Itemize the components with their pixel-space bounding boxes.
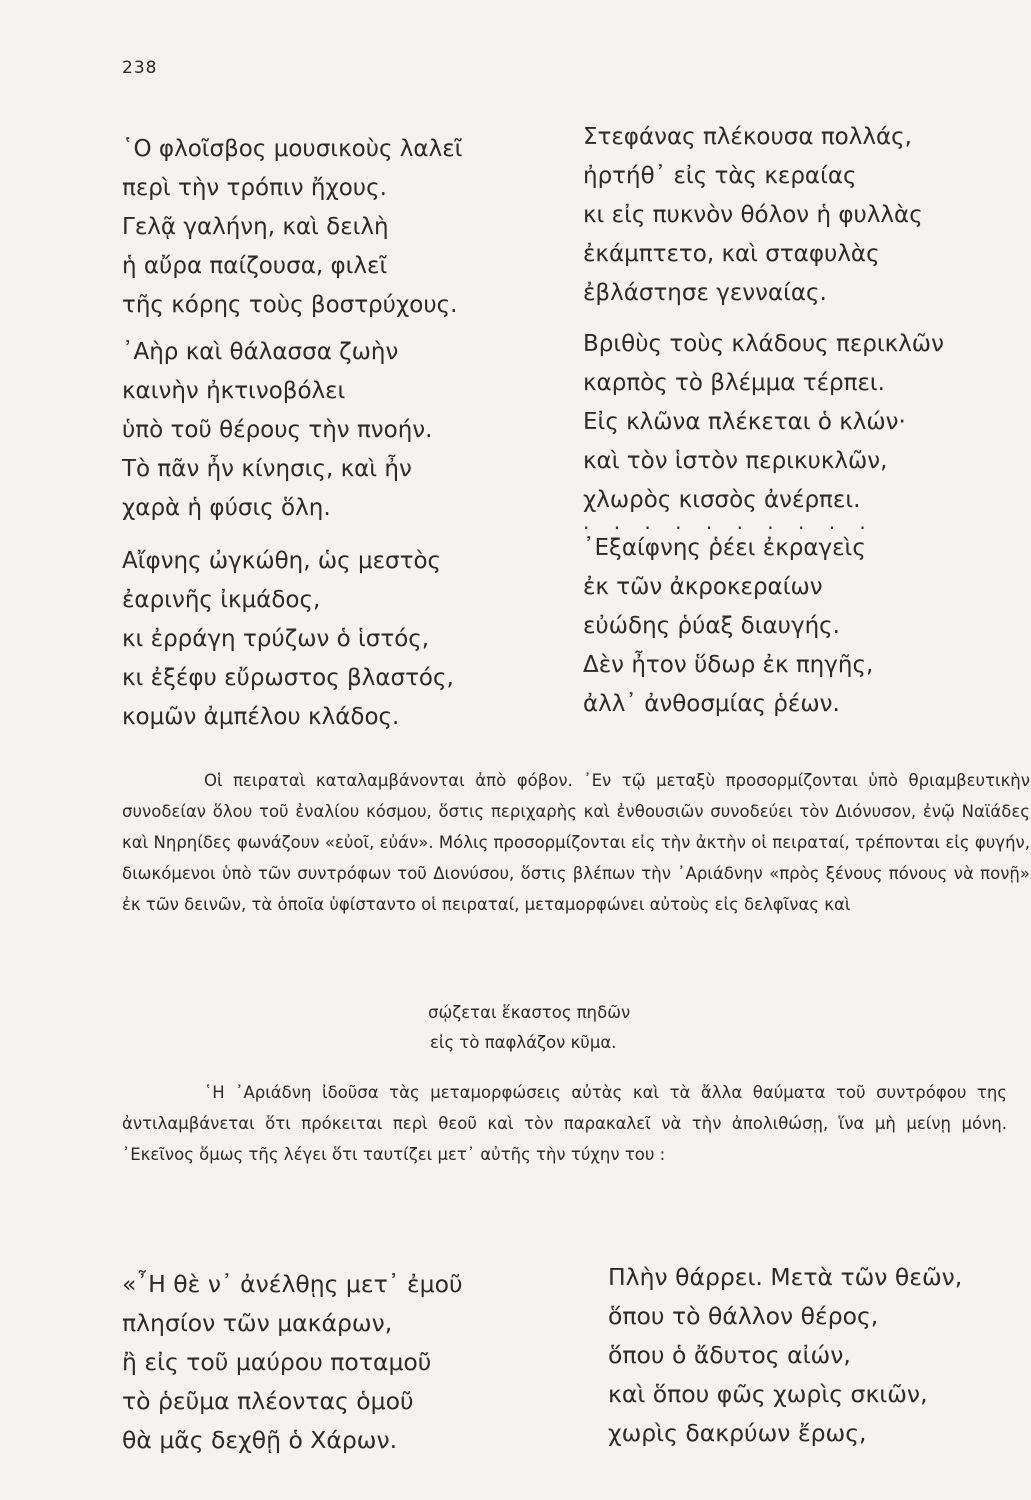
verse-line: ἀλλ᾿ ἀνθοσμίας ῥέων. [583, 691, 840, 717]
verse-line: εὐώδης ῥύαξ διαυγής. [583, 613, 840, 639]
verse-line: ὅπου ὁ ἄδυτος αἰών, [608, 1341, 851, 1369]
verse-line: κομῶν ἀμπέλου κλάδος. [122, 704, 400, 730]
verse-line: Εἰς κλῶνα πλέκεται ὁ κλών· [583, 409, 906, 435]
quoted-verse [428, 998, 630, 1058]
verse-line: ἐκ τῶν ἀκροκεραίων [583, 574, 823, 600]
verse-line: ᾿Αὴρ καὶ θάλασσα ζωὴν [122, 339, 399, 365]
verse-line: ᾿Εξαίφνης ῥέει ἐκραγεὶς [583, 535, 866, 561]
verse-line: εἰς τὸ παφλάζον κῦμα. [430, 1033, 617, 1052]
verse-line: ἠρτήθ᾿ εἰς τὰς κεραίας [583, 163, 857, 189]
verse-line: ῾Ο φλοῖσβος μουσικοὺς λαλεῖ [122, 136, 463, 162]
verse-line: καὶ ὅπου φῶς χωρὶς σκιῶν, [608, 1380, 928, 1408]
verse-line: Βριθὺς τοὺς κλάδους περικλῶν [583, 331, 944, 357]
verse-line: ἡ αὔρα παίζουσα, φιλεῖ [122, 253, 388, 279]
verse-line: κι ἐρράγη τρύζων ὁ ἱστός, [122, 626, 430, 652]
verse-line: ὑπὸ τοῦ θέρους τὴν πνοήν. [122, 417, 433, 443]
ellipsis-dots: . . . . . . . . . . [583, 510, 875, 534]
poem-stanza-right-1 [583, 118, 923, 313]
verse-line: πλησίον τῶν μακάρων, [122, 1309, 393, 1337]
poem-stanza-bottom-right [608, 1258, 962, 1453]
verse-line: κι ἐξέφυ εὔρωστος βλαστός, [122, 665, 454, 691]
verse-line: ἐαρινῆς ἰκμάδος, [122, 587, 321, 613]
verse-line: τῆς κόρης τοὺς βοστρύχους. [122, 292, 458, 318]
verse-line: Αἴφνης ὠγκώθη, ὡς μεστὸς [122, 548, 442, 574]
verse-line: χωρὶς δακρύων ἔρως, [608, 1419, 867, 1447]
verse-line: σῴζεται ἕκαστος πηδῶν [428, 1003, 631, 1022]
verse-line: καρπὸς τὸ βλέμμα τέρπει. [583, 370, 885, 396]
verse-line: χλωρὸς κισσὸς ἀνέρπει. [583, 487, 861, 513]
prose-paragraph-1: Οἱ πειραταὶ καταλαμβάνονται ἀπὸ φόβον. ᾿Εν τῷ μεταξὺ προσορμίζονται ὑπὸ θριαμβευτικὴν συνοδείαν ὅλου τοῦ ἐναλίου κόσμου, ὅστις περιχαρὴς καὶ ἐνθουσιῶν συνοδεύει τὸν Διόνυσον, ἐνῷ Ναϊάδες καὶ Νηρηίδες φωνάζουν «εὐοῖ, εὐάν». Μόλις προσορμίζονται εἰς τὴν ἀκτὴν οἱ πειραταί, τρέπονται εἰς φυγήν, διωκόμενοι ὑπὸ τῶν συντρόφων τοῦ Διονύσου, ὅστις βλέπων τὴν ᾿Αριάδνην «πρὸς ξένους πόνους νὰ πονῇ» ἐκ τῶν δεινῶν, τὰ ὁποῖα ὑφίσταντο οἱ πειραταί, μεταμορφώνει αὐτοὺς εἰς δελφῖνας καὶ [122, 771, 1030, 914]
verse-line: καινὴν ἠκτινοβόλει [122, 378, 346, 404]
verse-line: Δὲν ἦτον ὕδωρ ἐκ πηγῆς, [583, 652, 874, 678]
verse-line: χαρὰ ἡ φύσις ὅλη. [122, 495, 331, 521]
poem-stanza-left-1 [122, 130, 462, 325]
verse-line: ἐκάμπτετο, καὶ σταφυλὰς [583, 241, 880, 267]
verse-line: θὰ μᾶς δεχθῇ ὁ Χάρων. [122, 1426, 398, 1454]
poem-stanza-left-3 [122, 542, 454, 737]
verse-line: Γελᾷ γαλήνη, καὶ δειλὴ [122, 214, 389, 240]
verse-line: ὅπου τὸ θάλλον θέρος, [608, 1302, 879, 1330]
verse-line: ἢ εἰς τοῦ μαύρου ποταμοῦ [122, 1348, 432, 1376]
verse-line: κι εἰς πυκνὸν θόλον ἡ φυλλὰς [583, 202, 923, 228]
verse-line: περὶ τὴν τρόπιν ἤχους. [122, 175, 387, 201]
poem-stanza-right-3 [583, 510, 875, 724]
poem-stanza-left-2 [122, 333, 432, 528]
verse-line: τὸ ῥεῦμα πλέοντας ὁμοῦ [122, 1387, 414, 1415]
poem-stanza-bottom-left [122, 1265, 463, 1460]
verse-line: Πλὴν θάρρει. Μετὰ τῶν θεῶν, [608, 1263, 963, 1291]
prose-paragraph-2: ῾Η ᾿Αριάδνη ἰδοῦσα τὰς μεταμορφώσεις αὐτὰς καὶ τὰ ἄλλα θαύματα τοῦ συντρόφου της ἀντιλαμβάνεται ὅτι πρόκειται περὶ θεοῦ καὶ τὸν παρακαλεῖ νὰ τὴν ἀπολιθώσῃ, ἵνα μὴ μείνῃ μόνη. ᾿Εκεῖνος ὅμως τῆς λέγει ὅτι ταυτίζει μετ᾿ αὐτῆς τὴν τύχην του : [122, 1083, 1007, 1164]
verse-line: καὶ τὸν ἱστὸν περικυκλῶν, [583, 448, 888, 474]
verse-line: ἐβλάστησε γενναίας. [583, 280, 827, 306]
verse-line: Στεφάνας πλέκουσα πολλάς, [583, 124, 912, 150]
verse-line: «῏Η θὲ ν᾿ ἀνέλθῃς μετ᾿ ἐμοῦ [122, 1270, 463, 1298]
verse-line: Τὸ πᾶν ἦν κίνησις, καὶ ἦν [122, 456, 412, 482]
poem-stanza-right-2 [583, 325, 944, 520]
page-number: 238 [122, 58, 158, 78]
